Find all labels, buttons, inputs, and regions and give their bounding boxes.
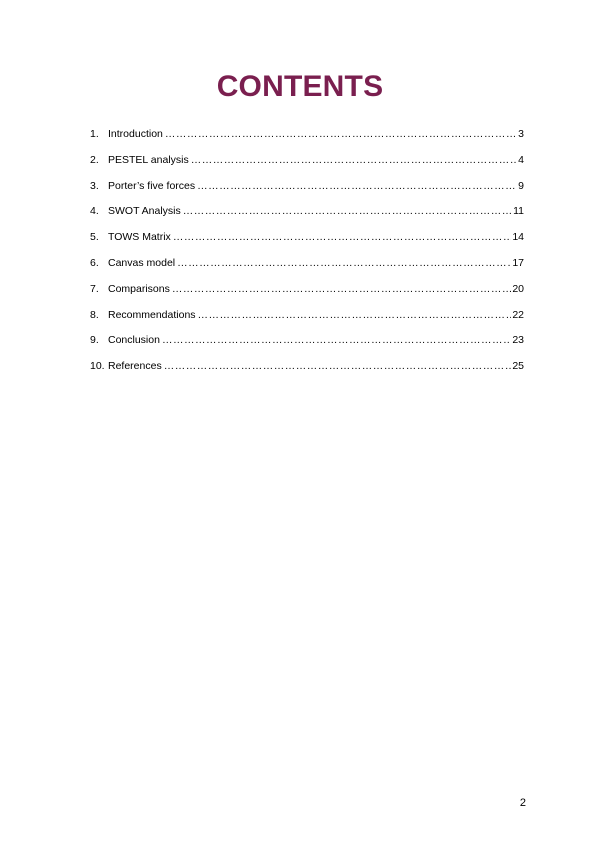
- toc-entry-pestel-analysis[interactable]: [90, 153, 524, 179]
- toc-dot-leader: [183, 204, 512, 218]
- toc-dot-leader: [173, 230, 512, 244]
- toc-entry-canvas-model[interactable]: [90, 256, 524, 282]
- toc-entry-label: TOWS Matrix: [108, 231, 171, 244]
- toc-entry-number: 10.: [90, 360, 105, 373]
- toc-entry-number: 2.: [90, 153, 99, 166]
- toc-entry-porters-five-forces[interactable]: [90, 179, 524, 205]
- toc-dot-leader: [177, 256, 511, 270]
- toc-entry-swot-analysis[interactable]: [90, 204, 524, 230]
- toc-entry-label: Recommendations: [108, 308, 196, 321]
- toc-dot-leader: [162, 333, 511, 347]
- toc-entry-number: 4.: [90, 205, 99, 218]
- toc-entry-comparisons[interactable]: [90, 282, 524, 308]
- toc-entry-conclusion[interactable]: [90, 333, 524, 359]
- toc-entry-page: 11: [513, 205, 524, 218]
- toc-dot-leader: [165, 127, 517, 141]
- toc-entry-label: Comparisons: [108, 282, 170, 295]
- toc-dot-leader: [197, 179, 517, 193]
- toc-entry-number: 1.: [90, 128, 99, 140]
- toc-entry-number: 8.: [90, 308, 99, 321]
- toc-entry-page: 4: [518, 153, 524, 166]
- toc-dot-leader: [198, 308, 512, 322]
- toc-entry-label: Canvas model: [108, 256, 176, 269]
- toc-entry-page: 22: [512, 308, 524, 321]
- toc-entry-number: 5.: [90, 231, 99, 244]
- toc-entry-label: Conclusion: [108, 334, 160, 347]
- toc-entry-recommendations[interactable]: [90, 308, 524, 334]
- toc-entry-page: 3: [518, 128, 524, 140]
- toc-entry-label: Introduction: [108, 128, 163, 140]
- toc-entry-number: 6.: [90, 256, 99, 269]
- toc-entry-page: 14: [512, 231, 524, 244]
- toc-entry-label: References: [108, 360, 162, 373]
- toc-entry-label: PESTEL analysis: [108, 153, 189, 166]
- toc-entry-page: 9: [518, 179, 524, 192]
- toc-dot-leader: [172, 282, 511, 296]
- toc-entry-references[interactable]: [90, 359, 524, 385]
- toc-entry-page: 23: [512, 334, 524, 347]
- toc-dot-leader: [164, 359, 512, 373]
- toc-entry-label: SWOT Analysis: [108, 205, 181, 218]
- toc-entry-page: 17: [512, 256, 524, 269]
- toc-dot-leader: [191, 153, 517, 167]
- page-number: 2: [519, 797, 526, 809]
- table-of-contents: [90, 127, 524, 385]
- toc-entry-number: 3.: [90, 179, 99, 192]
- toc-entry-page: 25: [512, 360, 524, 373]
- toc-entry-label: Porter’s five forces: [108, 179, 196, 192]
- toc-entry-page: 20: [512, 282, 524, 295]
- contents-title: CONTENTS: [216, 70, 384, 103]
- toc-entry-tows-matrix[interactable]: [90, 230, 524, 256]
- toc-entry-number: 9.: [90, 334, 99, 347]
- toc-entry-number: 7.: [90, 282, 99, 295]
- toc-entry-introduction[interactable]: [90, 127, 524, 153]
